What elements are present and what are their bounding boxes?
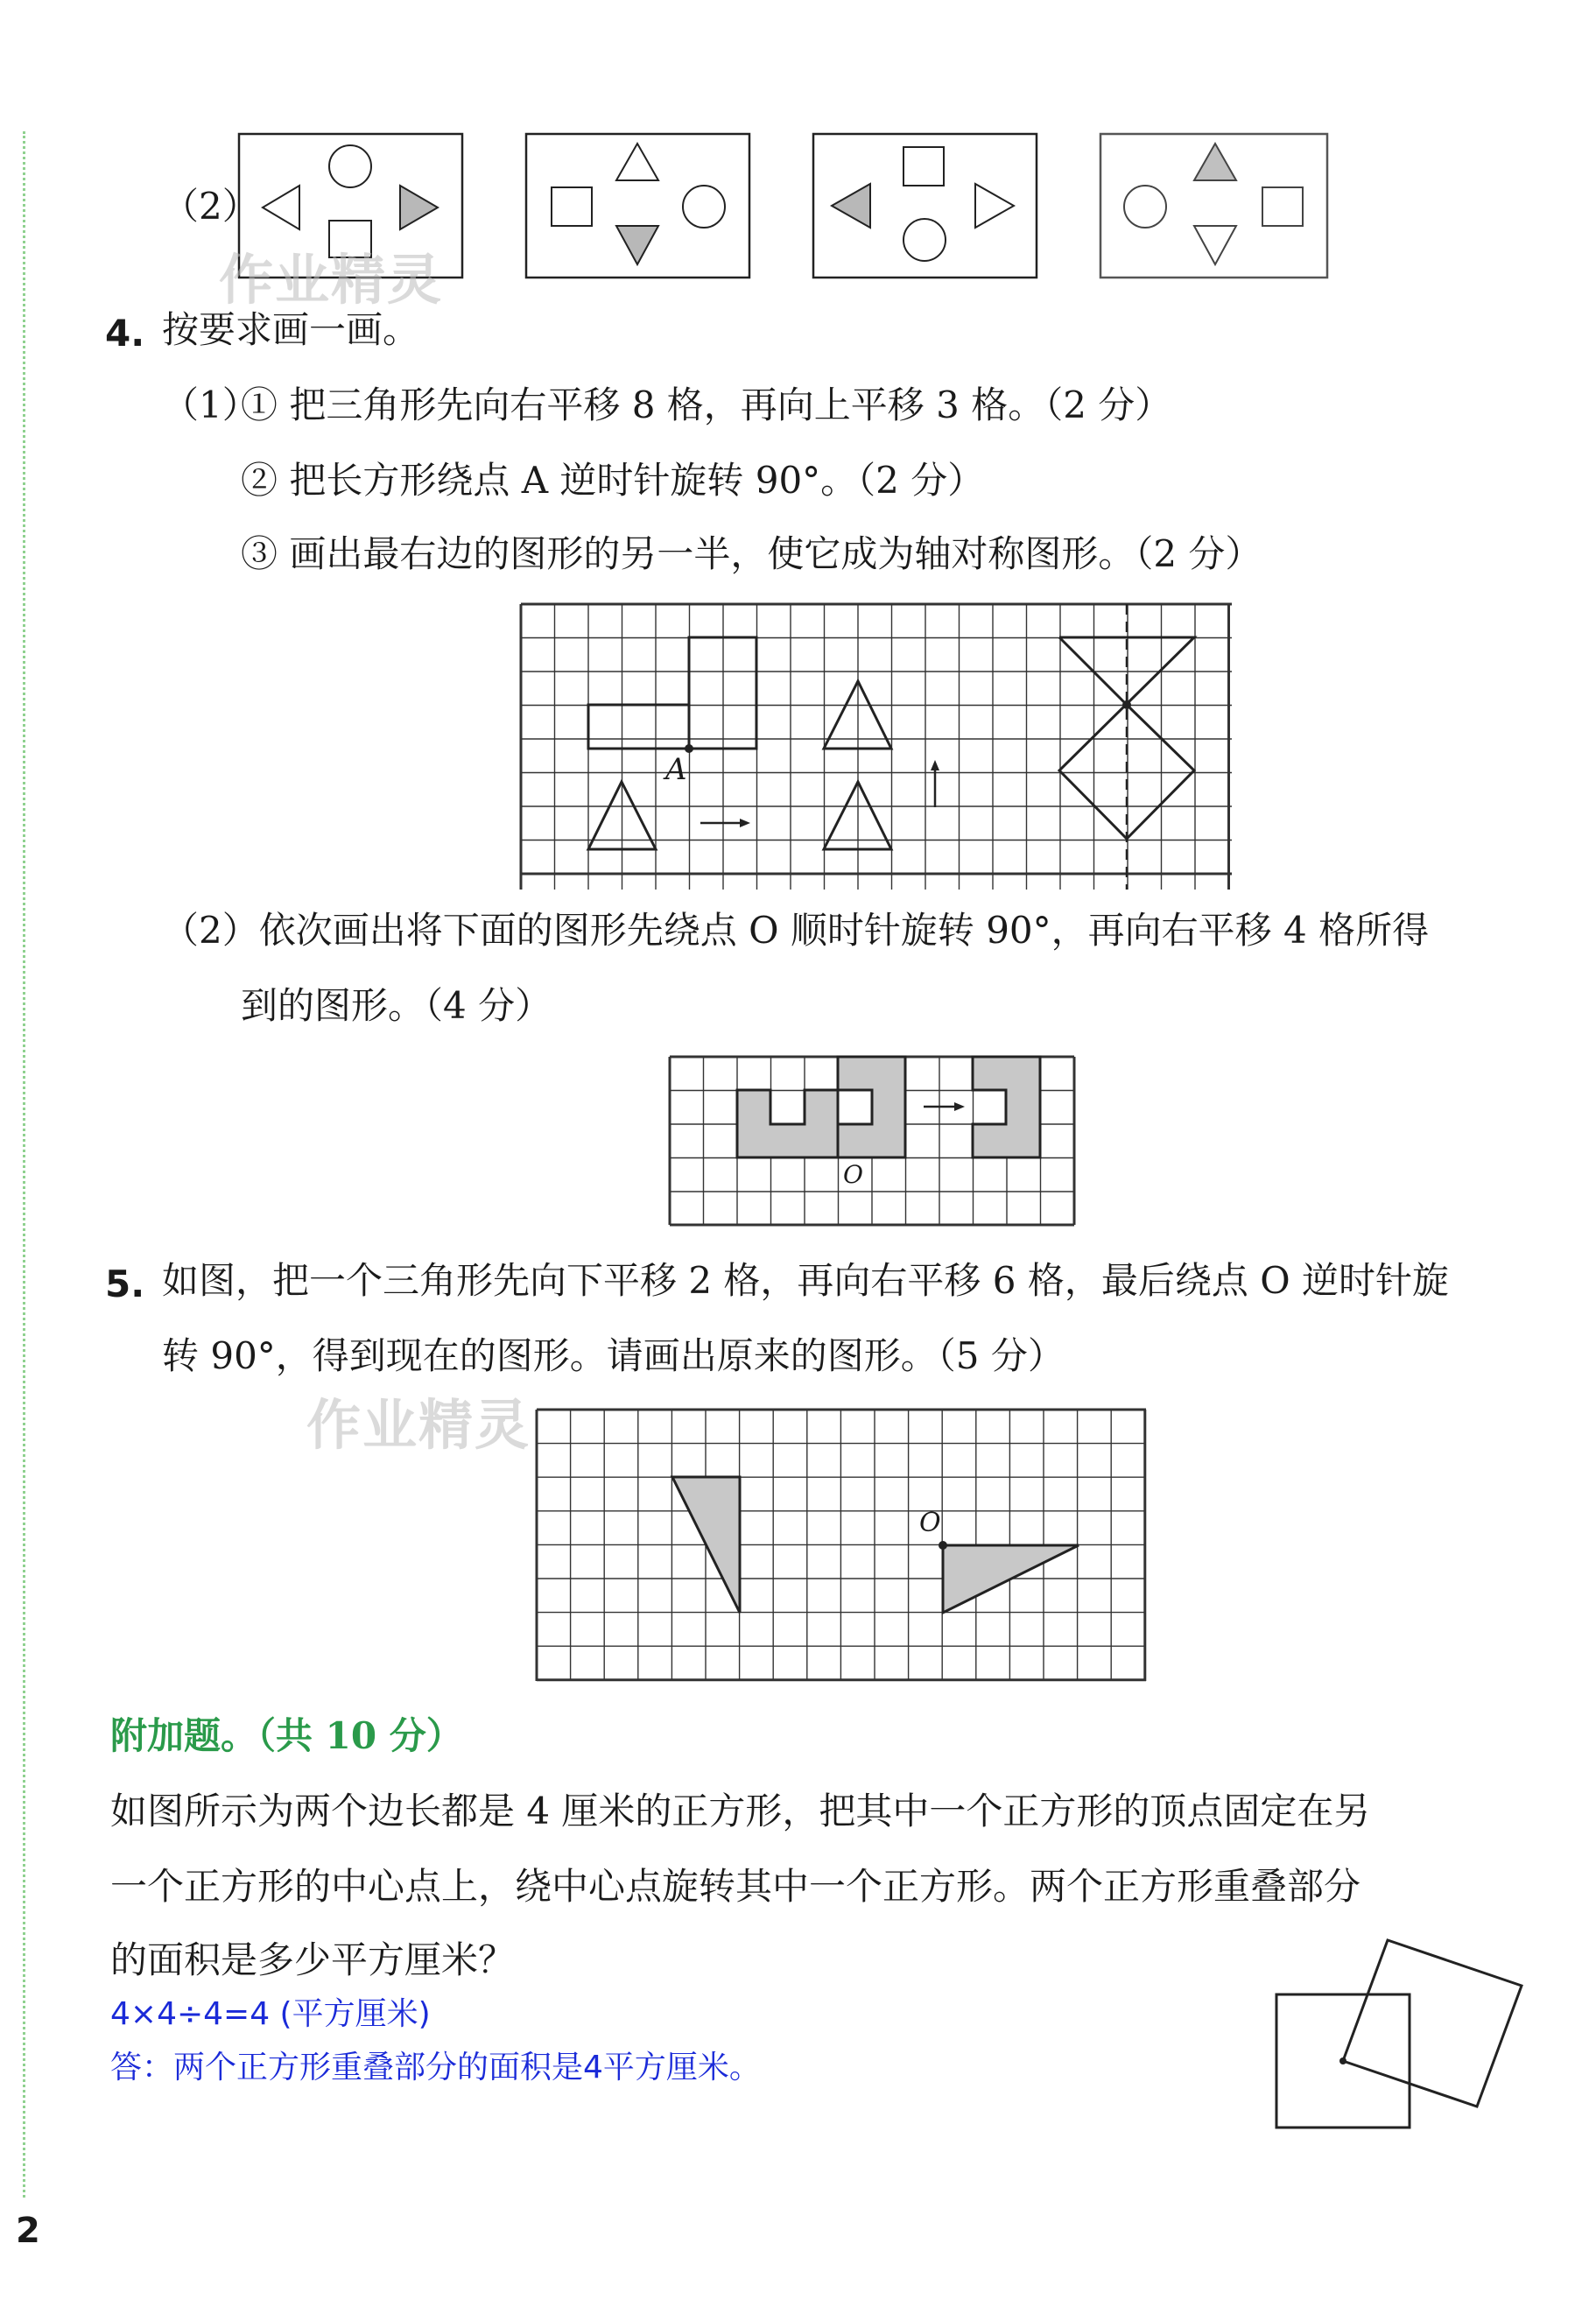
q4-grid-2 bbox=[670, 1057, 1074, 1225]
q4-sub1-label: （1） bbox=[162, 383, 259, 426]
part2-label: （2） bbox=[162, 185, 259, 228]
q5-number: 5. bbox=[105, 1263, 145, 1305]
q4-grid-1 bbox=[521, 604, 1232, 890]
bonus-line3: 的面积是多少平方厘米？ bbox=[110, 1938, 516, 1981]
bonus-title: 附加题。（共 10 分） bbox=[110, 1714, 463, 1757]
q4-item2: ② 把长方形绕点 A 逆时针旋转 90°。（2 分） bbox=[241, 459, 985, 502]
point-a-label: A bbox=[665, 752, 687, 787]
answer-calculation: 4×4÷4=4 (平方厘米) bbox=[110, 1996, 431, 2032]
margin-guide-line bbox=[23, 131, 25, 2198]
shape-box-2 bbox=[525, 133, 751, 278]
q4-sub2-line1: （2）依次画出将下面的图形先绕点 O 顺时针旋转 90°，再向右平移 4 格所得 bbox=[162, 909, 1430, 952]
q4-sub2-line2: 到的图形。（4 分） bbox=[241, 984, 552, 1027]
q4-item1: ① 把三角形先向右平移 8 格，再向上平移 3 格。（2 分） bbox=[241, 383, 1172, 426]
q4-number: 4. bbox=[105, 312, 145, 355]
watermark-2: 作业精灵 bbox=[306, 1393, 531, 1457]
overlapping-squares-figure bbox=[1269, 1935, 1532, 2136]
q4-title: 按要求画一画。 bbox=[162, 308, 420, 351]
answer-text: 答：两个正方形重叠部分的面积是4平方厘米。 bbox=[110, 2050, 761, 2085]
watermark-1: 作业精灵 bbox=[219, 248, 444, 312]
bonus-line1: 如图所示为两个边长都是 4 厘米的正方形，把其中一个正方形的顶点固定在另 bbox=[110, 1790, 1371, 1832]
q5-line1: 如图，把一个三角形先向下平移 2 格，再向右平移 6 格，最后绕点 O 逆时针旋 bbox=[162, 1259, 1449, 1302]
q5-grid bbox=[537, 1410, 1146, 1681]
q4-item3: ③ 画出最右边的图形的另一半，使它成为轴对称图形。（2 分） bbox=[241, 532, 1262, 575]
shape-box-4 bbox=[1100, 133, 1329, 278]
shape-box-3 bbox=[812, 133, 1038, 278]
bonus-line2: 一个正方形的中心点上，绕中心点旋转其中一个正方形。两个正方形重叠部分 bbox=[110, 1865, 1361, 1908]
point-o-label-2: O bbox=[919, 1508, 941, 1538]
q5-line2: 转 90°，得到现在的图形。请画出原来的图形。（5 分） bbox=[162, 1334, 1065, 1377]
point-o-label-1: O bbox=[843, 1160, 863, 1189]
page-number: 2 bbox=[16, 2211, 40, 2251]
